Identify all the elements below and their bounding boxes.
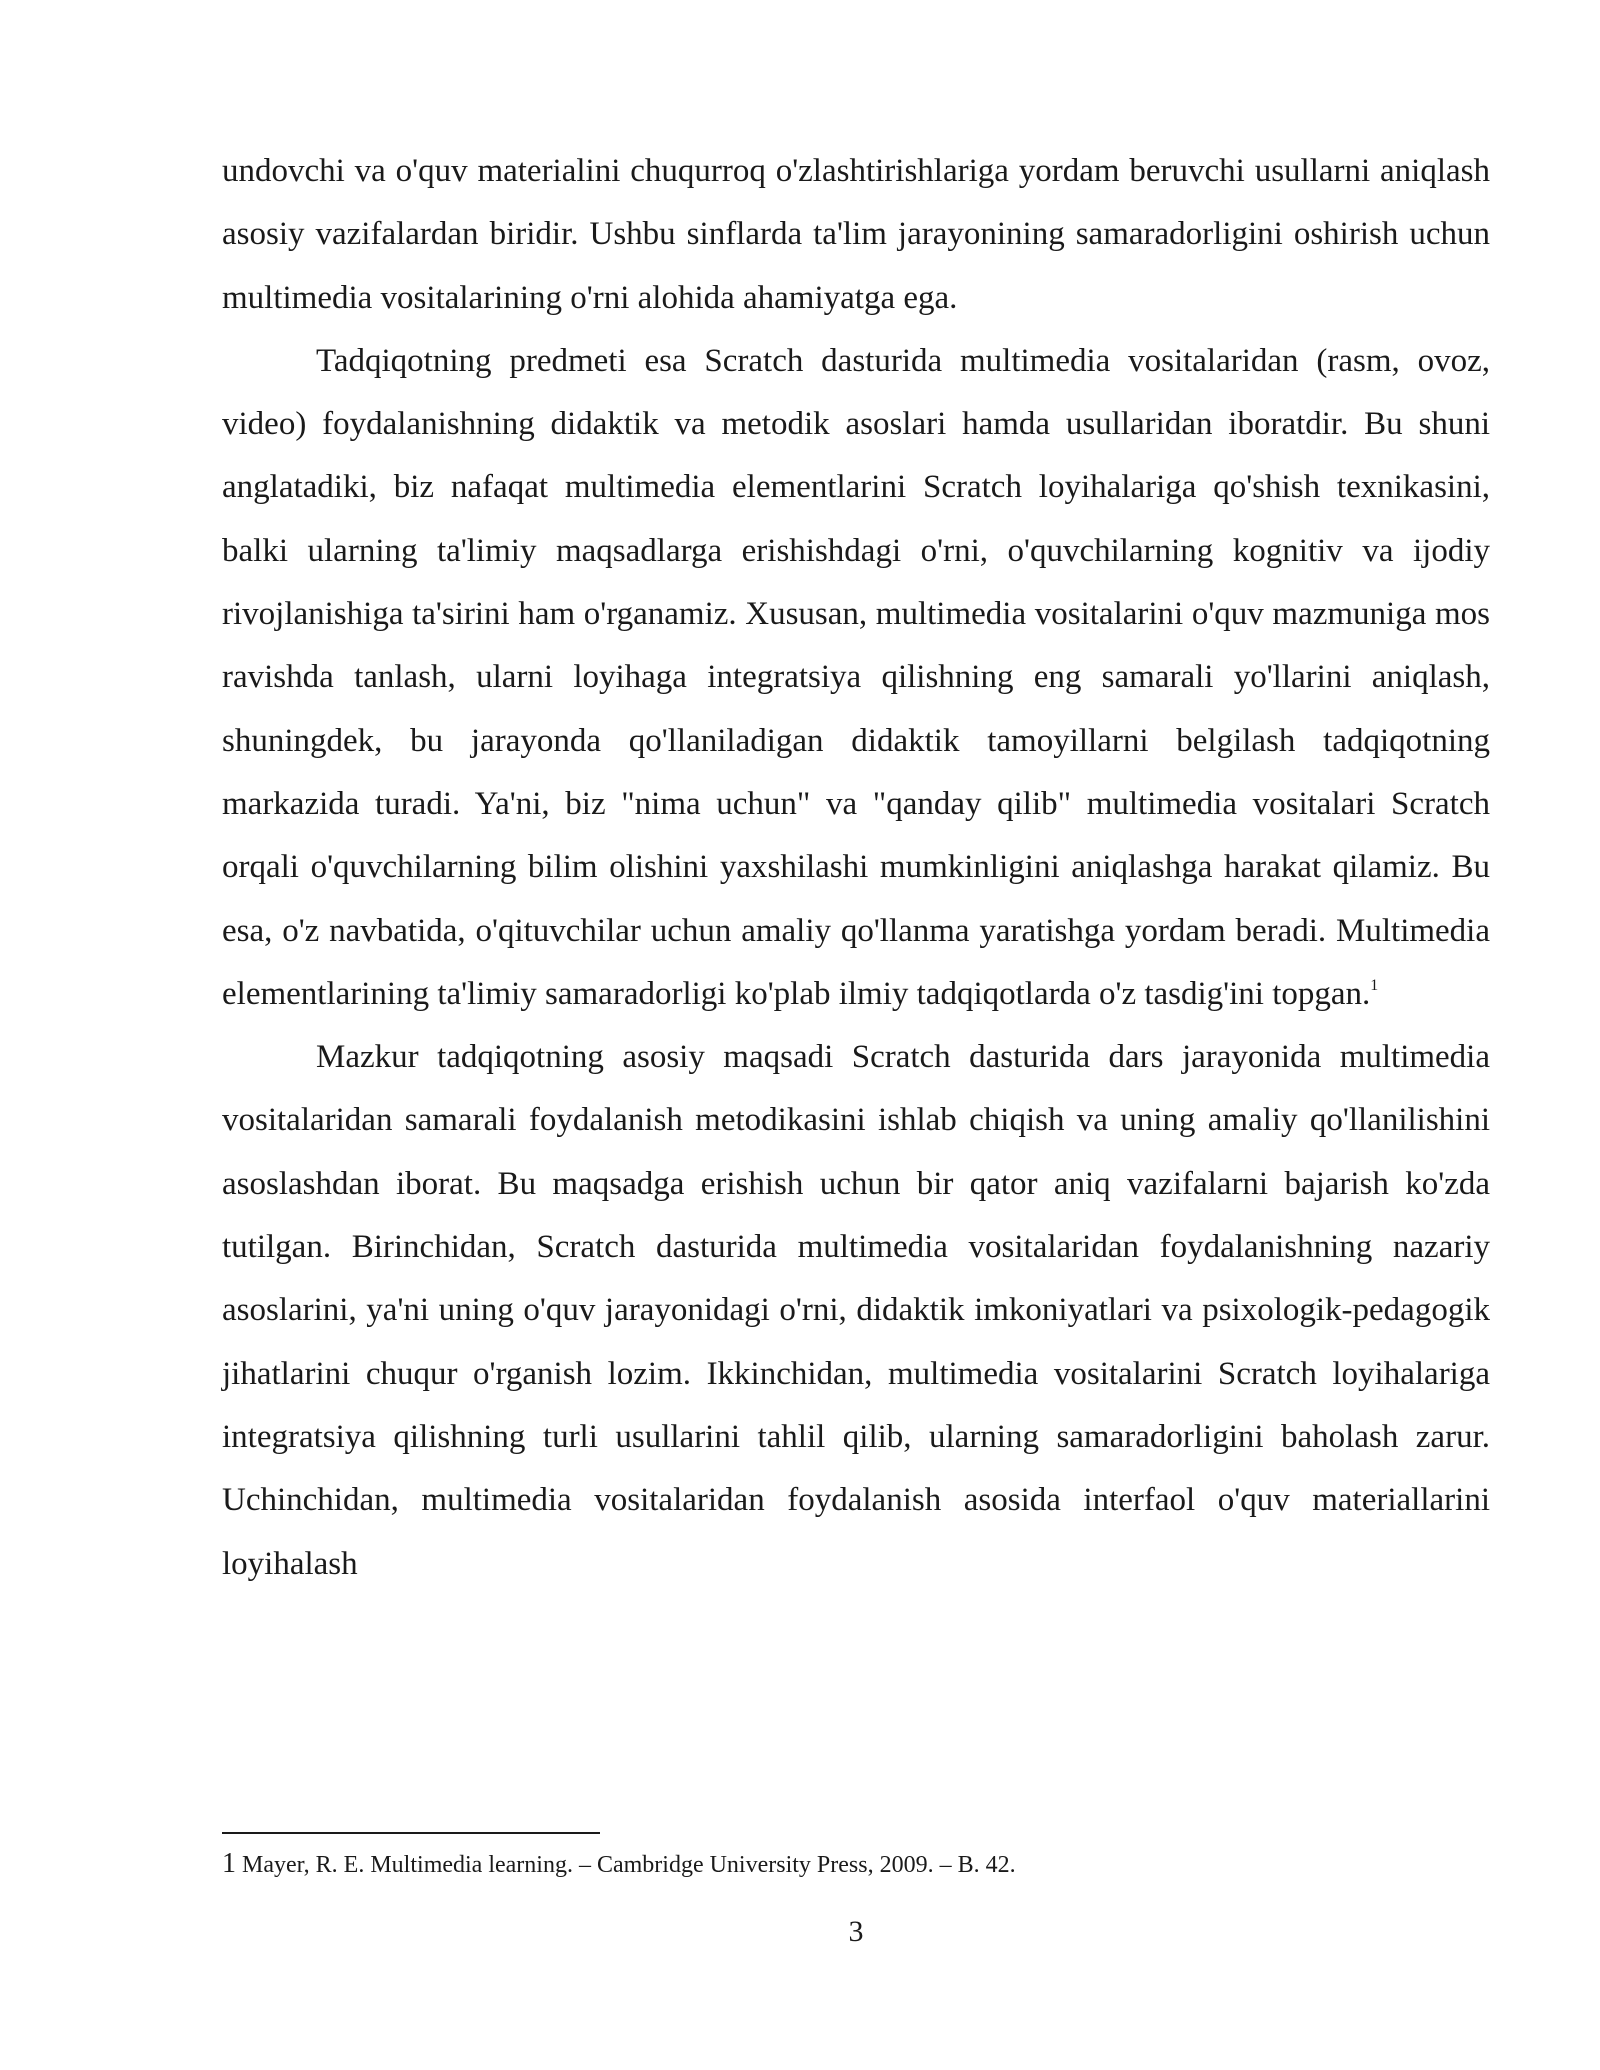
paragraph-text: Mazkur tadqiqotning asosiy maqsadi Scratch dasturida dars jarayonida multimedia vositalaridan samarali foydalanish metodikasini ishlab chiqish va uning amaliy qo'llanilishini asoslashdan iborat. Bu maqsadga erishish uchun bir qator aniq vazifalarni bajarish ko'zda tutilgan. Birinchidan, Scratch dasturida multimedia vositalaridan foydalanishning nazariy asoslarini, ya'ni uning o'quv jarayonidagi o'rni, didaktik imkoniyatlari va psixologik-pedagogik jihatlarini chuqur o'rganish lozim. Ikkinchidan, multimedia vositalarini Scratch loyihalariga integratsiya qilishning turli usullarini tahlil qilib, ularning samaradorligini baholash zarur. Uchinchidan, multimedia vositalaridan foydalanish asosida interfaol o'quv materiallarini loyihalash bbox=[222, 1039, 1490, 1582]
paragraph-text: Tadqiqotning predmeti esa Scratch dasturida multimedia vositalaridan (rasm, ovoz, video) foydalanishning didaktik va metodik asoslari hamda usullaridan iboratdir. Bu shuni anglatadiki, biz nafaqat multimedia elementlarini Scratch loyihalariga qo'shish texnikasini, balki ularning ta'limiy maqsadlarga erishishdagi o'rni, o'quvchilarning kognitiv va ijodiy rivojlanishiga ta'sirini ham o'rganamiz. Xususan, multimedia vositalarini o'quv mazmuniga mos ravishda tanlash, ularni loyihaga integratsiya qilishning eng samarali yo'llarini aniqlash, shuningdek, bu jarayonda qo'llaniladigan didaktik tamoyillarni belgilash tadqiqotning markazida turadi. Ya'ni, biz "nima uchun" va "qanday qilib" multimedia vositalari Scratch orqali o'quvchilarning bilim olishini yaxshilashi mumkinligini aniqlashga harakat qilamiz. Bu esa, o'z navbatida, o'qituvchilar uchun amaliy qo'llanma yaratishga yordam beradi. Multimedia elementlarining ta'limiy samaradorligi ko'plab ilmiy tadqiqotlarda o'z tasdig'ini topgan. bbox=[222, 342, 1490, 1012]
paragraph-research-subject bbox=[222, 330, 1490, 1026]
paragraph-continuation bbox=[222, 140, 1490, 330]
footnote bbox=[222, 1848, 1490, 1881]
paragraph-text: undovchi va o'quv materialini chuqurroq o'zlashtirishlariga yordam beruvchi usullarni aniqlash asosiy vazifalardan biridir. Ushbu sinflarda ta'lim jarayonining samaradorligini oshirish uchun multimedia vositalarining o'rni alohida ahamiyatga ega. bbox=[222, 153, 1490, 316]
footnote-text: Mayer, R. E. Multimedia learning. – Cambridge University Press, 2009. – B. 42. bbox=[242, 1852, 1016, 1878]
page-number: 3 bbox=[848, 1915, 864, 1948]
footnote-number: 1 bbox=[222, 1848, 236, 1879]
paragraph-research-goal bbox=[222, 1026, 1490, 1596]
body-text bbox=[222, 140, 1490, 1596]
footnote-reference[interactable]: 1 bbox=[1370, 976, 1379, 994]
footnote-separator bbox=[222, 1832, 600, 1834]
